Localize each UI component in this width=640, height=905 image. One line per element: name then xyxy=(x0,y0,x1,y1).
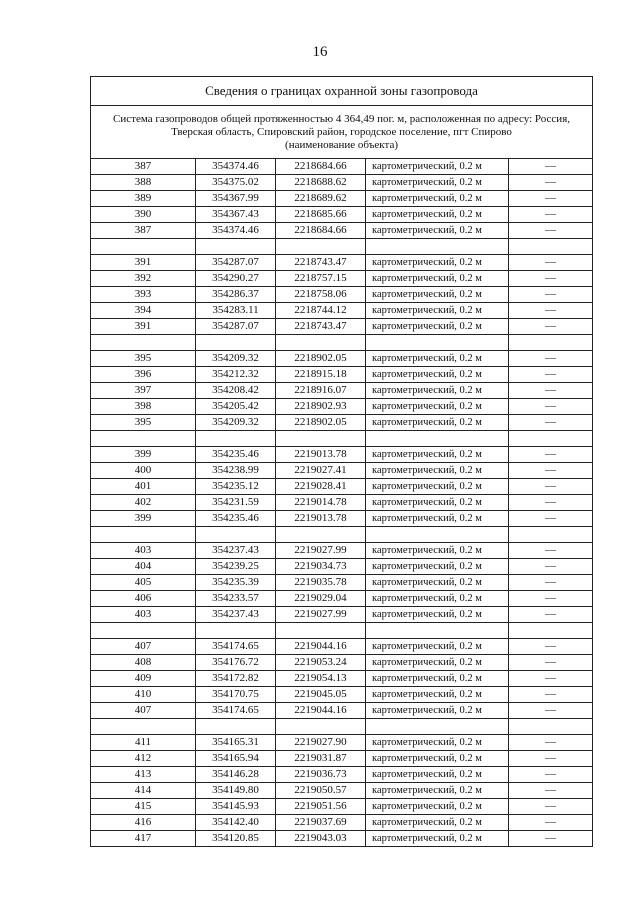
point-number: 413 xyxy=(91,767,196,783)
coord-x: 354149.80 xyxy=(196,783,276,799)
table-row xyxy=(91,351,593,367)
accuracy-dash: — xyxy=(509,815,593,831)
point-number: 408 xyxy=(91,655,196,671)
coord-y: 2219031.87 xyxy=(276,751,366,767)
accuracy-dash: — xyxy=(509,399,593,415)
separator-row xyxy=(91,719,593,735)
point-number: 398 xyxy=(91,399,196,415)
coord-y: 2219029.04 xyxy=(276,591,366,607)
coord-x: 354367.43 xyxy=(196,207,276,223)
coord-y: 2218743.47 xyxy=(276,319,366,335)
coord-x: 354374.46 xyxy=(196,223,276,239)
accuracy-dash: — xyxy=(509,415,593,431)
accuracy-dash: — xyxy=(509,799,593,815)
method: картометрический, 0.2 м xyxy=(366,799,509,815)
separator-row xyxy=(91,527,593,543)
accuracy-dash: — xyxy=(509,463,593,479)
point-number: 390 xyxy=(91,207,196,223)
coord-x: 354238.99 xyxy=(196,463,276,479)
coord-x: 354237.43 xyxy=(196,543,276,559)
description-line-3: (наименование объекта) xyxy=(285,138,398,151)
point-number: 397 xyxy=(91,383,196,399)
point-number: 403 xyxy=(91,607,196,623)
empty-cell xyxy=(276,623,366,639)
accuracy-dash: — xyxy=(509,255,593,271)
empty-cell xyxy=(509,239,593,255)
table-row xyxy=(91,543,593,559)
coord-y: 2218685.66 xyxy=(276,207,366,223)
accuracy-dash: — xyxy=(509,367,593,383)
method: картометрический, 0.2 м xyxy=(366,815,509,831)
table-row xyxy=(91,687,593,703)
coord-y: 2219034.73 xyxy=(276,559,366,575)
coord-y: 2219027.41 xyxy=(276,463,366,479)
method: картометрический, 0.2 м xyxy=(366,367,509,383)
point-number: 395 xyxy=(91,351,196,367)
method: картометрический, 0.2 м xyxy=(366,207,509,223)
object-description xyxy=(91,106,593,159)
accuracy-dash: — xyxy=(509,767,593,783)
coord-y: 2218757.15 xyxy=(276,271,366,287)
method: картометрический, 0.2 м xyxy=(366,767,509,783)
point-number: 393 xyxy=(91,287,196,303)
coord-y: 2219036.73 xyxy=(276,767,366,783)
table-row xyxy=(91,735,593,751)
point-number: 412 xyxy=(91,751,196,767)
table-row xyxy=(91,607,593,623)
table-row xyxy=(91,415,593,431)
coord-x: 354209.32 xyxy=(196,351,276,367)
empty-cell xyxy=(276,335,366,351)
table-row xyxy=(91,367,593,383)
accuracy-dash: — xyxy=(509,591,593,607)
coord-y: 2218758.06 xyxy=(276,287,366,303)
table-row xyxy=(91,303,593,319)
accuracy-dash: — xyxy=(509,735,593,751)
coord-y: 2218743.47 xyxy=(276,255,366,271)
table-row xyxy=(91,703,593,719)
empty-cell xyxy=(366,623,509,639)
coord-x: 354237.43 xyxy=(196,607,276,623)
coord-y: 2219051.56 xyxy=(276,799,366,815)
point-number: 401 xyxy=(91,479,196,495)
point-number: 411 xyxy=(91,735,196,751)
method: картометрический, 0.2 м xyxy=(366,479,509,495)
accuracy-dash: — xyxy=(509,447,593,463)
coord-y: 2219013.78 xyxy=(276,447,366,463)
coord-x: 354235.39 xyxy=(196,575,276,591)
method: картометрический, 0.2 м xyxy=(366,591,509,607)
method: картометрический, 0.2 м xyxy=(366,687,509,703)
point-number: 391 xyxy=(91,255,196,271)
coord-x: 354174.65 xyxy=(196,703,276,719)
method: картометрический, 0.2 м xyxy=(366,639,509,655)
coord-x: 354286.37 xyxy=(196,287,276,303)
page-number: 16 xyxy=(312,44,328,60)
point-number: 410 xyxy=(91,687,196,703)
method: картометрический, 0.2 м xyxy=(366,303,509,319)
method: картометрический, 0.2 м xyxy=(366,703,509,719)
method: картометрический, 0.2 м xyxy=(366,735,509,751)
table-row xyxy=(91,383,593,399)
method: картометрический, 0.2 м xyxy=(366,463,509,479)
point-number: 407 xyxy=(91,703,196,719)
point-number: 399 xyxy=(91,447,196,463)
empty-cell xyxy=(366,335,509,351)
coord-y: 2219054.13 xyxy=(276,671,366,687)
coord-y: 2219027.99 xyxy=(276,607,366,623)
coord-x: 354233.57 xyxy=(196,591,276,607)
method: картометрический, 0.2 м xyxy=(366,383,509,399)
table-row xyxy=(91,175,593,191)
point-number: 414 xyxy=(91,783,196,799)
accuracy-dash: — xyxy=(509,671,593,687)
coord-y: 2218689.62 xyxy=(276,191,366,207)
accuracy-dash: — xyxy=(509,479,593,495)
coord-y: 2218684.66 xyxy=(276,159,366,175)
coord-x: 354208.42 xyxy=(196,383,276,399)
boundary-table xyxy=(90,76,593,847)
coord-y: 2219014.78 xyxy=(276,495,366,511)
method: картометрический, 0.2 м xyxy=(366,831,509,847)
coord-y: 2219043.03 xyxy=(276,831,366,847)
table-row xyxy=(91,479,593,495)
coord-y: 2219028.41 xyxy=(276,479,366,495)
empty-cell xyxy=(366,527,509,543)
coord-y: 2219037.69 xyxy=(276,815,366,831)
point-number: 396 xyxy=(91,367,196,383)
description-line-1: Система газопроводов общей протяженностью 4 364,49 пог. м, расположенная по адресу: Россия, xyxy=(113,112,570,125)
coord-x: 354174.65 xyxy=(196,639,276,655)
empty-cell xyxy=(91,431,196,447)
empty-cell xyxy=(276,431,366,447)
coord-x: 354235.46 xyxy=(196,447,276,463)
accuracy-dash: — xyxy=(509,319,593,335)
method: картометрический, 0.2 м xyxy=(366,511,509,527)
coord-x: 354120.85 xyxy=(196,831,276,847)
table-row xyxy=(91,655,593,671)
coord-x: 354165.94 xyxy=(196,751,276,767)
point-number: 405 xyxy=(91,575,196,591)
table-row xyxy=(91,511,593,527)
point-number: 395 xyxy=(91,415,196,431)
empty-cell xyxy=(276,527,366,543)
method: картометрический, 0.2 м xyxy=(366,271,509,287)
coord-y: 2219027.99 xyxy=(276,543,366,559)
accuracy-dash: — xyxy=(509,223,593,239)
empty-cell xyxy=(196,431,276,447)
point-number: 389 xyxy=(91,191,196,207)
empty-cell xyxy=(366,719,509,735)
separator-row xyxy=(91,431,593,447)
point-number: 387 xyxy=(91,159,196,175)
point-number: 409 xyxy=(91,671,196,687)
coord-x: 354374.46 xyxy=(196,159,276,175)
coord-y: 2219013.78 xyxy=(276,511,366,527)
coord-x: 354235.12 xyxy=(196,479,276,495)
method: картометрический, 0.2 м xyxy=(366,751,509,767)
table-row xyxy=(91,559,593,575)
point-number: 415 xyxy=(91,799,196,815)
method: картометрический, 0.2 м xyxy=(366,287,509,303)
table-row xyxy=(91,159,593,175)
table-row xyxy=(91,271,593,287)
method: картометрический, 0.2 м xyxy=(366,543,509,559)
point-number: 388 xyxy=(91,175,196,191)
coord-x: 354142.40 xyxy=(196,815,276,831)
accuracy-dash: — xyxy=(509,175,593,191)
table-row xyxy=(91,815,593,831)
table-row xyxy=(91,207,593,223)
coord-x: 354290.27 xyxy=(196,271,276,287)
table-row xyxy=(91,751,593,767)
table-row xyxy=(91,191,593,207)
coord-x: 354209.32 xyxy=(196,415,276,431)
coord-y: 2219045.05 xyxy=(276,687,366,703)
empty-cell xyxy=(91,719,196,735)
coord-y: 2218915.18 xyxy=(276,367,366,383)
empty-cell xyxy=(366,239,509,255)
table-row xyxy=(91,287,593,303)
empty-cell xyxy=(91,623,196,639)
point-number: 404 xyxy=(91,559,196,575)
coord-x: 354375.02 xyxy=(196,175,276,191)
method: картометрический, 0.2 м xyxy=(366,159,509,175)
accuracy-dash: — xyxy=(509,703,593,719)
method: картометрический, 0.2 м xyxy=(366,175,509,191)
accuracy-dash: — xyxy=(509,159,593,175)
coord-y: 2218744.12 xyxy=(276,303,366,319)
point-number: 407 xyxy=(91,639,196,655)
method: картометрический, 0.2 м xyxy=(366,223,509,239)
coord-x: 354367.99 xyxy=(196,191,276,207)
accuracy-dash: — xyxy=(509,639,593,655)
coord-y: 2218902.93 xyxy=(276,399,366,415)
accuracy-dash: — xyxy=(509,511,593,527)
accuracy-dash: — xyxy=(509,559,593,575)
accuracy-dash: — xyxy=(509,207,593,223)
coord-y: 2218688.62 xyxy=(276,175,366,191)
method: картометрический, 0.2 м xyxy=(366,495,509,511)
coord-y: 2219044.16 xyxy=(276,639,366,655)
coord-x: 354145.93 xyxy=(196,799,276,815)
table-row xyxy=(91,591,593,607)
method: картометрический, 0.2 м xyxy=(366,607,509,623)
coord-x: 354176.72 xyxy=(196,655,276,671)
method: картометрический, 0.2 м xyxy=(366,191,509,207)
accuracy-dash: — xyxy=(509,655,593,671)
coord-y: 2218902.05 xyxy=(276,351,366,367)
accuracy-dash: — xyxy=(509,383,593,399)
coord-x: 354165.31 xyxy=(196,735,276,751)
method: картометрический, 0.2 м xyxy=(366,319,509,335)
coord-x: 354231.59 xyxy=(196,495,276,511)
table-row xyxy=(91,255,593,271)
point-number: 387 xyxy=(91,223,196,239)
empty-cell xyxy=(276,719,366,735)
separator-row xyxy=(91,239,593,255)
point-number: 392 xyxy=(91,271,196,287)
empty-cell xyxy=(196,335,276,351)
accuracy-dash: — xyxy=(509,543,593,559)
coord-x: 354235.46 xyxy=(196,511,276,527)
coord-y: 2219027.90 xyxy=(276,735,366,751)
coord-y: 2219044.16 xyxy=(276,703,366,719)
coord-x: 354283.11 xyxy=(196,303,276,319)
coord-x: 354205.42 xyxy=(196,399,276,415)
table-row xyxy=(91,575,593,591)
point-number: 406 xyxy=(91,591,196,607)
point-number: 400 xyxy=(91,463,196,479)
point-number: 402 xyxy=(91,495,196,511)
separator-row xyxy=(91,335,593,351)
method: картометрический, 0.2 м xyxy=(366,415,509,431)
point-number: 394 xyxy=(91,303,196,319)
table-row xyxy=(91,639,593,655)
accuracy-dash: — xyxy=(509,607,593,623)
coord-x: 354170.75 xyxy=(196,687,276,703)
method: картометрический, 0.2 м xyxy=(366,671,509,687)
empty-cell xyxy=(509,719,593,735)
table-row xyxy=(91,783,593,799)
accuracy-dash: — xyxy=(509,351,593,367)
coord-x: 354239.25 xyxy=(196,559,276,575)
empty-cell xyxy=(91,239,196,255)
point-number: 416 xyxy=(91,815,196,831)
coord-y: 2219050.57 xyxy=(276,783,366,799)
table-title: Сведения о границах охранной зоны газопровода xyxy=(91,77,593,106)
empty-cell xyxy=(196,719,276,735)
table-row xyxy=(91,495,593,511)
table-row xyxy=(91,447,593,463)
empty-cell xyxy=(509,527,593,543)
table-row xyxy=(91,399,593,415)
empty-cell xyxy=(196,527,276,543)
coord-y: 2218684.66 xyxy=(276,223,366,239)
accuracy-dash: — xyxy=(509,687,593,703)
point-number: 403 xyxy=(91,543,196,559)
method: картометрический, 0.2 м xyxy=(366,399,509,415)
table-row xyxy=(91,767,593,783)
coord-y: 2218916.07 xyxy=(276,383,366,399)
coord-y: 2219053.24 xyxy=(276,655,366,671)
coord-x: 354287.07 xyxy=(196,319,276,335)
empty-cell xyxy=(509,431,593,447)
method: картометрический, 0.2 м xyxy=(366,655,509,671)
empty-cell xyxy=(196,623,276,639)
point-number: 417 xyxy=(91,831,196,847)
table-row xyxy=(91,671,593,687)
table-row xyxy=(91,223,593,239)
method: картометрический, 0.2 м xyxy=(366,575,509,591)
accuracy-dash: — xyxy=(509,783,593,799)
point-number: 391 xyxy=(91,319,196,335)
coord-y: 2219035.78 xyxy=(276,575,366,591)
accuracy-dash: — xyxy=(509,303,593,319)
point-number: 399 xyxy=(91,511,196,527)
empty-cell xyxy=(91,335,196,351)
table-row xyxy=(91,799,593,815)
empty-cell xyxy=(196,239,276,255)
accuracy-dash: — xyxy=(509,191,593,207)
method: картометрический, 0.2 м xyxy=(366,351,509,367)
method: картометрический, 0.2 м xyxy=(366,255,509,271)
empty-cell xyxy=(509,623,593,639)
coord-x: 354287.07 xyxy=(196,255,276,271)
empty-cell xyxy=(509,335,593,351)
coord-x: 354146.28 xyxy=(196,767,276,783)
separator-row xyxy=(91,623,593,639)
coord-y: 2218902.05 xyxy=(276,415,366,431)
table-row xyxy=(91,831,593,847)
empty-cell xyxy=(276,239,366,255)
accuracy-dash: — xyxy=(509,287,593,303)
coord-x: 354172.82 xyxy=(196,671,276,687)
method: картометрический, 0.2 м xyxy=(366,447,509,463)
coord-x: 354212.32 xyxy=(196,367,276,383)
accuracy-dash: — xyxy=(509,495,593,511)
accuracy-dash: — xyxy=(509,271,593,287)
accuracy-dash: — xyxy=(509,831,593,847)
description-line-2: Тверская область, Спировский район, городское поселение, пгт Спирово xyxy=(171,125,512,138)
table-row xyxy=(91,463,593,479)
table-row xyxy=(91,319,593,335)
accuracy-dash: — xyxy=(509,575,593,591)
accuracy-dash: — xyxy=(509,751,593,767)
method: картометрический, 0.2 м xyxy=(366,559,509,575)
empty-cell xyxy=(366,431,509,447)
empty-cell xyxy=(91,527,196,543)
method: картометрический, 0.2 м xyxy=(366,783,509,799)
